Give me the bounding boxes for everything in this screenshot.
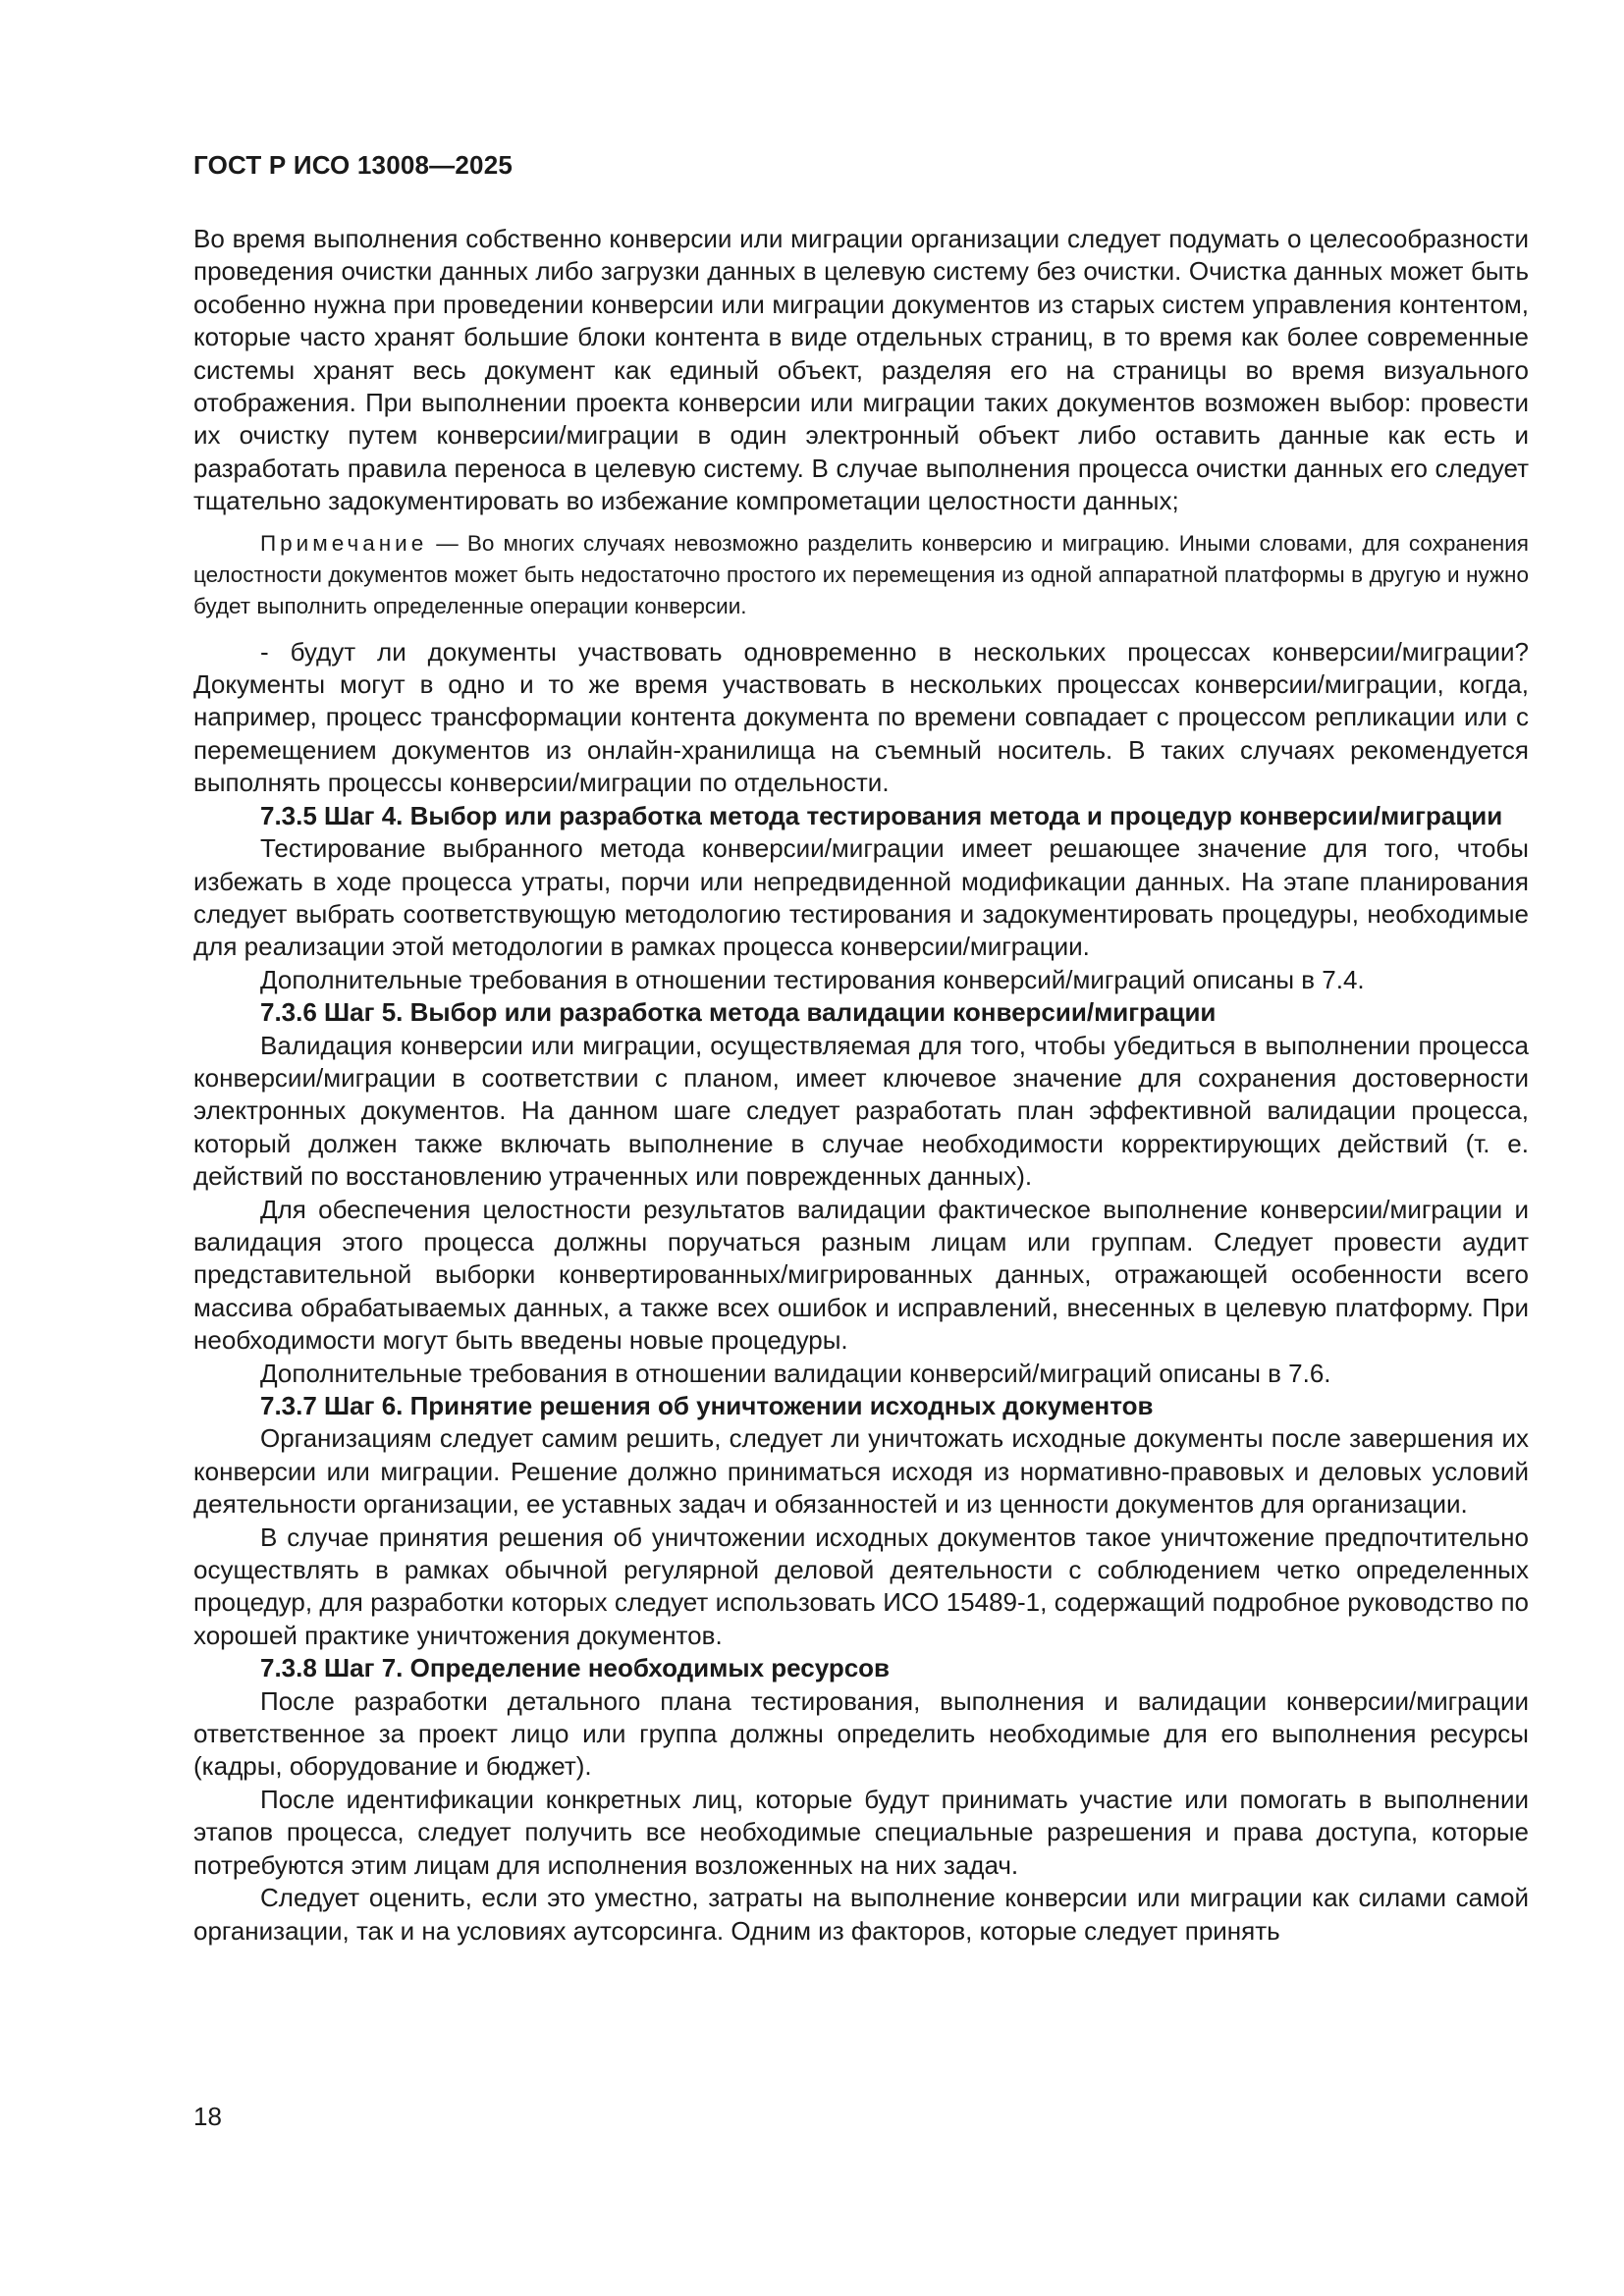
document-body	[193, 223, 1529, 1948]
paragraph: Дополнительные требования в отношении тестирования конверсий/миграций описаны в 7.4.	[260, 964, 1365, 994]
paragraph: После идентификации конкретных лиц, которые будут принимать участие или помогать в выполнении этапов процесса, следует получить все необходимые специальные разрешения и права доступа, которые потребуются этим лицам для исполнения возложенных на них задач.	[193, 1784, 1529, 1880]
note-label: Примечание	[260, 530, 428, 556]
section-heading-7-3-8: 7.3.8 Шаг 7. Определение необходимых ресурсов	[260, 1653, 891, 1683]
note	[193, 528, 1529, 622]
section-heading-7-3-5: 7.3.5 Шаг 4. Выбор или разработка метода тестирования метода и процедур конверсии/миграции	[260, 800, 1503, 830]
paragraph: Тестирование выбранного метода конверсии/миграции имеет решающее значение для того, чтобы избежать в ходе процесса утраты, порчи или непредвиденной модификации данных. На этапе планирования следует выбрать соответствующую методологию тестирования и задокументировать процедуры, необходимые для реализации этой методологии в рамках процесса конверсии/миграции.	[193, 833, 1529, 962]
page-number: 18	[193, 2102, 222, 2131]
document-header: ГОСТ Р ИСО 13008—2025	[193, 150, 514, 180]
paragraph: Дополнительные требования в отношении валидации конверсий/миграций описаны в 7.6.	[260, 1358, 1331, 1388]
section-heading-7-3-6: 7.3.6 Шаг 5. Выбор или разработка метода валидации конверсии/миграции	[260, 997, 1217, 1028]
note-text: — Во многих случаях невозможно разделить конверсию и миграцию. Иными словами, для сохранения целостности документов может быть недостаточно простого их перемещения из одной аппаратной платформы в другую и нужно будет выполнить определенные операции конверсии.	[193, 530, 1529, 618]
paragraph: Во время выполнения собственно конверсии или миграции организации следует подумать о целесообразности проведения очистки данных либо загрузки данных в целевую систему без очистки. Очистка данных может быть особенно нужна при проведении конверсии или миграции документов из старых систем управления контентом, которые часто хранят большие блоки контента в виде отдельных страниц, в то время как более современные системы хранят весь документ как единый объект, разделяя его на страницы во время визуального отображения. При выполнении проекта конверсии или миграции таких документов возможен выбор: провести их очистку путем конверсии/миграции в один электронный объект либо оставить данные как есть и разработать правила переноса в целевую систему. В случае выполнения процесса очистки данных его следует тщательно задокументировать во избежание компрометации целостности данных;	[193, 224, 1529, 516]
paragraph: После разработки детального плана тестирования, выполнения и валидации конверсии/миграции ответственное за проект лицо или группа должны определить необходимые для его выполнения ресурсы (кадры, оборудование и бюджет).	[193, 1685, 1529, 1782]
section-heading-7-3-7: 7.3.7 Шаг 6. Принятие решения об уничтожении исходных документов	[260, 1391, 1154, 1420]
paragraph: В случае принятия решения об уничтожении исходных документов такое уничтожение предпочтительно осуществлять в рамках обычной регулярной деловой деятельности с соблюдением четко определенных процедур, для разработки которых следует использовать ИСО 15489-1, содержащий подробное руководство по хорошей практике уничтожения документов.	[193, 1522, 1529, 1650]
paragraph: Организациям следует самим решить, следует ли уничтожать исходные документы после завершения их конверсии или миграции. Решение должно приниматься исходя из нормативно-правовых и деловых условий деятельности организации, ее уставных задач и обязанностей и из ценности документов для организации.	[193, 1423, 1529, 1520]
paragraph: Валидация конверсии или миграции, осуществляемая для того, чтобы убедиться в выполнении процесса конверсии/миграции в соответствии с планом, имеет ключевое значение для сохранения достоверности электронных документов. На данном шаге следует разработать план эффективной валидации процесса, который должен также включать выполнение в случае необходимости корректирующих действий (т. е. действий по восстановлению утраченных или поврежденных данных).	[193, 1030, 1529, 1192]
paragraph: - будут ли документы участвовать одновременно в нескольких процессах конверсии/миграции? Документы могут в одно и то же время участвовать в нескольких процессах конверсии/миграции, когда, например, процесс трансформации контента документа по времени совпадает с процессом репликации или с перемещением документов из онлайн-хранилища на съемный носитель. В таких случаях рекомендуется выполнять процессы конверсии/миграции по отдельности.	[193, 636, 1529, 798]
paragraph: Следует оценить, если это уместно, затраты на выполнение конверсии или миграции как силами самой организации, так и на условиях аутсорсинга. Одним из факторов, которые следует принять	[193, 1883, 1529, 1946]
paragraph: Для обеспечения целостности результатов валидации фактическое выполнение конверсии/миграции и валидация этого процесса должны поручаться разным лицам или группам. Следует провести аудит представительной выборки конвертированных/мигрированных данных, отражающей особенности всего массива обрабатываемых данных, а также всех ошибок и исправлений, внесенных в целевую платформу. При необходимости могут быть введены новые процедуры.	[193, 1194, 1529, 1356]
